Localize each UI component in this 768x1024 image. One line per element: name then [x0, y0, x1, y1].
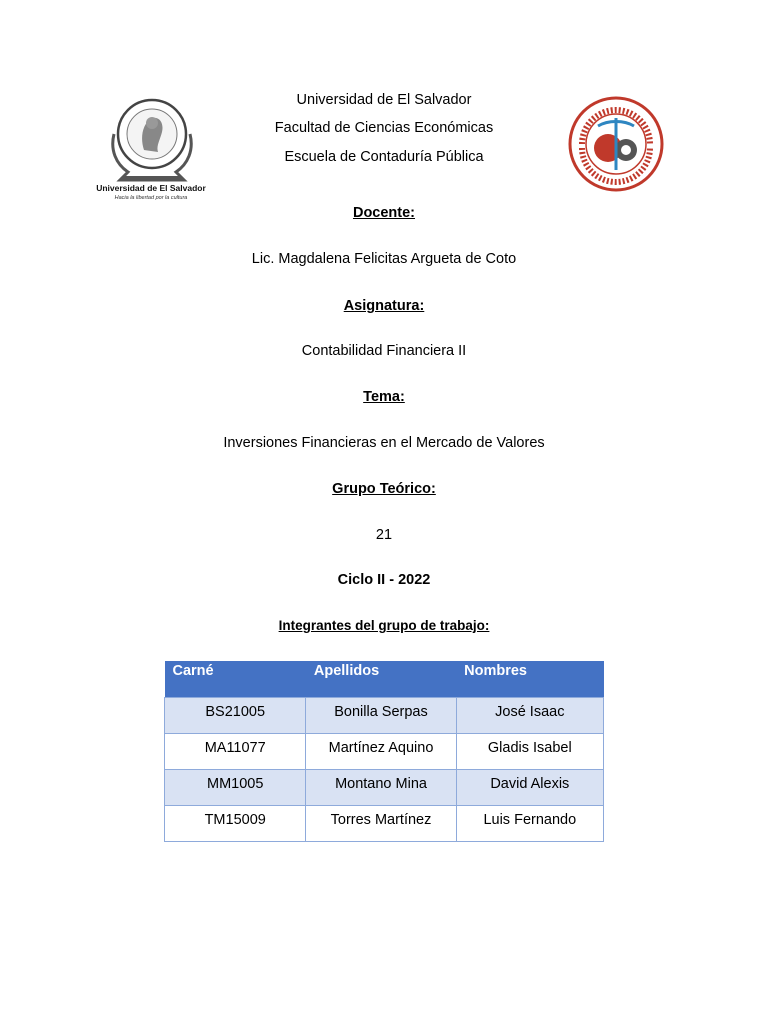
university-logo-motto: Hacia la libertad por la cultura	[114, 195, 188, 201]
cell-nombres: David Alexis	[456, 770, 603, 806]
cell-apellidos: Torres Martínez	[306, 806, 456, 842]
table-header-row	[165, 661, 604, 698]
cell-carne: MA11077	[165, 734, 306, 770]
school-name: Escuela de Contaduría Pública	[284, 149, 484, 165]
university-logo-name: Universidad de El Salvador	[96, 183, 206, 193]
members-table	[164, 661, 604, 842]
table-row	[165, 698, 604, 734]
cell-carne: BS21005	[165, 698, 306, 734]
grupo-label: Grupo Teórico:	[332, 481, 436, 497]
cell-carne: TM15009	[165, 806, 306, 842]
university-name: Universidad de El Salvador	[296, 92, 472, 108]
faculty-seal	[568, 96, 664, 192]
ciclo: Ciclo II - 2022	[337, 572, 431, 588]
cell-nombres: Luis Fernando	[456, 806, 603, 842]
faculty-name: Facultad de Ciencias Económicas	[274, 120, 494, 136]
docente-value: Lic. Magdalena Felicitas Argueta de Coto	[251, 251, 517, 267]
integrantes-label: Integrantes del grupo de trabajo:	[278, 618, 490, 633]
asignatura-label: Asignatura:	[343, 298, 425, 314]
header-nombres: Nombres	[456, 661, 603, 698]
grupo-value: 21	[375, 527, 393, 543]
tema-label: Tema:	[363, 389, 405, 405]
cell-carne: MM1005	[165, 770, 306, 806]
asignatura-value: Contabilidad Financiera II	[301, 343, 467, 359]
header-apellidos: Apellidos	[306, 661, 456, 698]
tema-value: Inversiones Financieras en el Mercado de Valores	[223, 435, 545, 451]
table-row	[165, 770, 604, 806]
table-row	[165, 734, 604, 770]
cell-apellidos: Montano Mina	[306, 770, 456, 806]
table-row	[165, 806, 604, 842]
cell-nombres: Gladis Isabel	[456, 734, 603, 770]
cell-apellidos: Martínez Aquino	[306, 734, 456, 770]
cell-apellidos: Bonilla Serpas	[306, 698, 456, 734]
cell-nombres: José Isaac	[456, 698, 603, 734]
header-carne: Carné	[165, 661, 306, 698]
docente-label: Docente:	[352, 205, 416, 221]
